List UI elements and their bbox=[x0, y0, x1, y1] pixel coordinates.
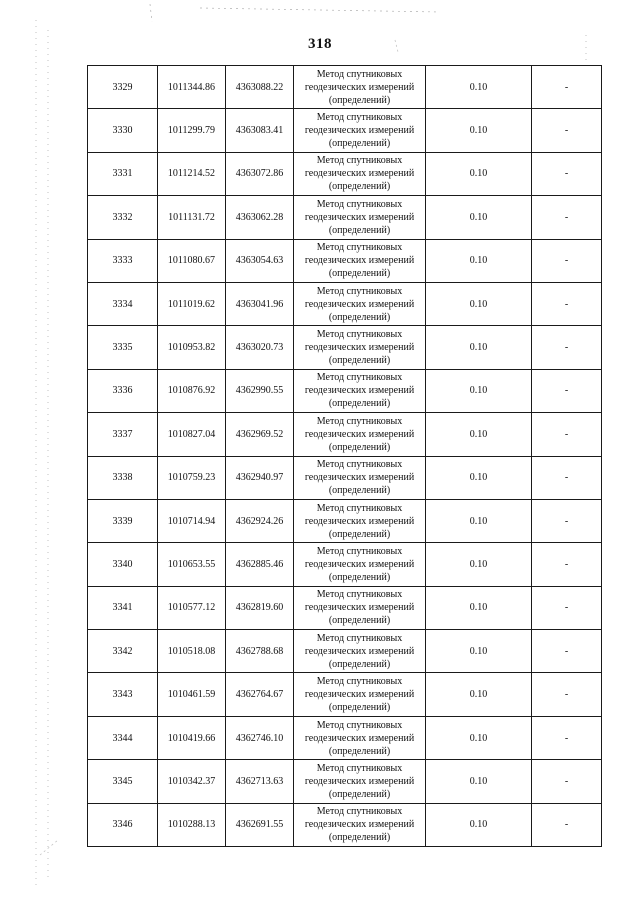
method-line: геодезических измерений bbox=[304, 775, 415, 787]
note-cell: - bbox=[532, 66, 602, 109]
method-line: Метод спутниковых bbox=[316, 589, 403, 601]
accuracy-cell: 0.10 bbox=[426, 196, 532, 239]
coordinates-table-body bbox=[88, 66, 602, 847]
accuracy-cell: 0.10 bbox=[426, 282, 532, 325]
accuracy-cell: 0.10 bbox=[426, 673, 532, 716]
method-line: геодезических измерений bbox=[304, 732, 415, 744]
y-coordinate-cell: 4362691.55 bbox=[226, 803, 294, 846]
table-row bbox=[88, 152, 602, 195]
method-cell bbox=[294, 152, 426, 195]
point-number-cell: 3331 bbox=[88, 152, 158, 195]
table-row bbox=[88, 413, 602, 456]
method-line: Метод спутниковых bbox=[316, 806, 403, 818]
note-cell: - bbox=[532, 239, 602, 282]
method-cell bbox=[294, 456, 426, 499]
method-line: (определений) bbox=[328, 398, 391, 410]
x-coordinate-cell: 1010827.04 bbox=[158, 413, 226, 456]
note-cell: - bbox=[532, 413, 602, 456]
method-line: Метод спутниковых bbox=[316, 545, 403, 557]
point-number-cell: 3339 bbox=[88, 499, 158, 542]
y-coordinate-cell: 4363041.96 bbox=[226, 282, 294, 325]
method-cell bbox=[294, 66, 426, 109]
note-cell: - bbox=[532, 369, 602, 412]
method-line: (определений) bbox=[328, 224, 391, 236]
method-line: (определений) bbox=[328, 702, 391, 714]
method-line: (определений) bbox=[328, 528, 391, 540]
y-coordinate-cell: 4362764.67 bbox=[226, 673, 294, 716]
y-coordinate-cell: 4362940.97 bbox=[226, 456, 294, 499]
point-number-cell: 3343 bbox=[88, 673, 158, 716]
accuracy-cell: 0.10 bbox=[426, 499, 532, 542]
method-cell bbox=[294, 499, 426, 542]
note-cell: - bbox=[532, 326, 602, 369]
method-cell bbox=[294, 413, 426, 456]
accuracy-cell: 0.10 bbox=[426, 239, 532, 282]
method-line: (определений) bbox=[328, 658, 391, 670]
y-coordinate-cell: 4362969.52 bbox=[226, 413, 294, 456]
point-number-cell: 3344 bbox=[88, 716, 158, 759]
method-line: Метод спутниковых bbox=[316, 372, 403, 384]
x-coordinate-cell: 1010518.08 bbox=[158, 630, 226, 673]
method-line: (определений) bbox=[328, 745, 391, 757]
y-coordinate-cell: 4363062.28 bbox=[226, 196, 294, 239]
method-line: Метод спутниковых bbox=[316, 632, 403, 644]
y-coordinate-cell: 4363083.41 bbox=[226, 109, 294, 152]
accuracy-cell: 0.10 bbox=[426, 326, 532, 369]
method-line: Метод спутниковых bbox=[316, 112, 403, 124]
accuracy-cell: 0.10 bbox=[426, 803, 532, 846]
point-number-cell: 3333 bbox=[88, 239, 158, 282]
accuracy-cell: 0.10 bbox=[426, 369, 532, 412]
method-line: геодезических измерений bbox=[304, 125, 415, 137]
method-line: геодезических измерений bbox=[304, 602, 415, 614]
method-line: геодезических измерений bbox=[304, 689, 415, 701]
method-line: геодезических измерений bbox=[304, 298, 415, 310]
y-coordinate-cell: 4362746.10 bbox=[226, 716, 294, 759]
method-line: Метод спутниковых bbox=[316, 285, 403, 297]
point-number-cell: 3335 bbox=[88, 326, 158, 369]
method-line: геодезических измерений bbox=[304, 342, 415, 354]
note-cell: - bbox=[532, 803, 602, 846]
method-line: (определений) bbox=[328, 311, 391, 323]
table-row bbox=[88, 716, 602, 759]
x-coordinate-cell: 1011344.86 bbox=[158, 66, 226, 109]
method-cell bbox=[294, 716, 426, 759]
table-row bbox=[88, 239, 602, 282]
x-coordinate-cell: 1010876.92 bbox=[158, 369, 226, 412]
accuracy-cell: 0.10 bbox=[426, 109, 532, 152]
note-cell: - bbox=[532, 456, 602, 499]
table-row bbox=[88, 456, 602, 499]
table-row bbox=[88, 109, 602, 152]
method-cell bbox=[294, 109, 426, 152]
method-line: (определений) bbox=[328, 268, 391, 280]
y-coordinate-cell: 4363020.73 bbox=[226, 326, 294, 369]
accuracy-cell: 0.10 bbox=[426, 716, 532, 759]
point-number-cell: 3334 bbox=[88, 282, 158, 325]
method-cell bbox=[294, 630, 426, 673]
y-coordinate-cell: 4362885.46 bbox=[226, 543, 294, 586]
method-line: геодезических измерений bbox=[304, 428, 415, 440]
y-coordinate-cell: 4362713.63 bbox=[226, 760, 294, 803]
point-number-cell: 3330 bbox=[88, 109, 158, 152]
y-coordinate-cell: 4363072.86 bbox=[226, 152, 294, 195]
method-cell bbox=[294, 239, 426, 282]
point-number-cell: 3342 bbox=[88, 630, 158, 673]
method-line: Метод спутниковых bbox=[316, 68, 403, 80]
accuracy-cell: 0.10 bbox=[426, 630, 532, 673]
method-cell bbox=[294, 543, 426, 586]
method-line: геодезических измерений bbox=[304, 255, 415, 267]
method-line: Метод спутниковых bbox=[316, 329, 403, 341]
note-cell: - bbox=[532, 196, 602, 239]
y-coordinate-cell: 4362819.60 bbox=[226, 586, 294, 629]
page-number: 318 bbox=[308, 36, 332, 52]
point-number-cell: 3345 bbox=[88, 760, 158, 803]
accuracy-cell: 0.10 bbox=[426, 66, 532, 109]
method-line: (определений) bbox=[328, 441, 391, 453]
method-cell bbox=[294, 196, 426, 239]
x-coordinate-cell: 1010653.55 bbox=[158, 543, 226, 586]
table-row bbox=[88, 369, 602, 412]
x-coordinate-cell: 1010577.12 bbox=[158, 586, 226, 629]
point-number-cell: 3337 bbox=[88, 413, 158, 456]
point-number-cell: 3336 bbox=[88, 369, 158, 412]
point-number-cell: 3338 bbox=[88, 456, 158, 499]
method-line: Метод спутниковых bbox=[316, 676, 403, 688]
x-coordinate-cell: 1011019.62 bbox=[158, 282, 226, 325]
method-line: (определений) bbox=[328, 832, 391, 844]
method-cell bbox=[294, 760, 426, 803]
x-coordinate-cell: 1011080.67 bbox=[158, 239, 226, 282]
method-line: геодезических измерений bbox=[304, 385, 415, 397]
note-cell: - bbox=[532, 282, 602, 325]
y-coordinate-cell: 4363054.63 bbox=[226, 239, 294, 282]
method-line: Метод спутниковых bbox=[316, 502, 403, 514]
accuracy-cell: 0.10 bbox=[426, 413, 532, 456]
method-line: (определений) bbox=[328, 355, 391, 367]
method-cell bbox=[294, 369, 426, 412]
method-line: (определений) bbox=[328, 615, 391, 627]
method-line: геодезических измерений bbox=[304, 211, 415, 223]
method-line: Метод спутниковых bbox=[316, 762, 403, 774]
method-cell bbox=[294, 586, 426, 629]
x-coordinate-cell: 1011214.52 bbox=[158, 152, 226, 195]
note-cell: - bbox=[532, 630, 602, 673]
method-line: геодезических измерений bbox=[304, 819, 415, 831]
method-line: (определений) bbox=[328, 485, 391, 497]
accuracy-cell: 0.10 bbox=[426, 543, 532, 586]
table-row bbox=[88, 326, 602, 369]
method-cell bbox=[294, 282, 426, 325]
method-line: геодезических измерений bbox=[304, 168, 415, 180]
method-line: (определений) bbox=[328, 138, 391, 150]
coordinates-table bbox=[87, 65, 602, 847]
x-coordinate-cell: 1011131.72 bbox=[158, 196, 226, 239]
x-coordinate-cell: 1010461.59 bbox=[158, 673, 226, 716]
accuracy-cell: 0.10 bbox=[426, 760, 532, 803]
note-cell: - bbox=[532, 760, 602, 803]
table-row bbox=[88, 282, 602, 325]
note-cell: - bbox=[532, 586, 602, 629]
x-coordinate-cell: 1010714.94 bbox=[158, 499, 226, 542]
method-cell bbox=[294, 326, 426, 369]
point-number-cell: 3341 bbox=[88, 586, 158, 629]
x-coordinate-cell: 1010953.82 bbox=[158, 326, 226, 369]
method-line: Метод спутниковых bbox=[316, 719, 403, 731]
point-number-cell: 3332 bbox=[88, 196, 158, 239]
table-row bbox=[88, 196, 602, 239]
table-row bbox=[88, 543, 602, 586]
point-number-cell: 3346 bbox=[88, 803, 158, 846]
y-coordinate-cell: 4362924.26 bbox=[226, 499, 294, 542]
method-line: геодезических измерений bbox=[304, 81, 415, 93]
note-cell: - bbox=[532, 152, 602, 195]
method-line: Метод спутниковых bbox=[316, 459, 403, 471]
method-cell bbox=[294, 673, 426, 716]
table-row bbox=[88, 630, 602, 673]
table-row bbox=[88, 803, 602, 846]
accuracy-cell: 0.10 bbox=[426, 152, 532, 195]
table-row bbox=[88, 66, 602, 109]
x-coordinate-cell: 1010342.37 bbox=[158, 760, 226, 803]
method-line: Метод спутниковых bbox=[316, 242, 403, 254]
method-line: геодезических измерений bbox=[304, 558, 415, 570]
method-line: геодезических измерений bbox=[304, 515, 415, 527]
method-line: (определений) bbox=[328, 181, 391, 193]
x-coordinate-cell: 1010759.23 bbox=[158, 456, 226, 499]
method-line: (определений) bbox=[328, 788, 391, 800]
method-line: (определений) bbox=[328, 94, 391, 106]
method-line: Метод спутниковых bbox=[316, 198, 403, 210]
table-row bbox=[88, 760, 602, 803]
method-line: геодезических измерений bbox=[304, 472, 415, 484]
y-coordinate-cell: 4362990.55 bbox=[226, 369, 294, 412]
x-coordinate-cell: 1011299.79 bbox=[158, 109, 226, 152]
x-coordinate-cell: 1010419.66 bbox=[158, 716, 226, 759]
table-row bbox=[88, 499, 602, 542]
table-row bbox=[88, 673, 602, 716]
x-coordinate-cell: 1010288.13 bbox=[158, 803, 226, 846]
method-cell bbox=[294, 803, 426, 846]
y-coordinate-cell: 4363088.22 bbox=[226, 66, 294, 109]
note-cell: - bbox=[532, 716, 602, 759]
note-cell: - bbox=[532, 499, 602, 542]
note-cell: - bbox=[532, 109, 602, 152]
y-coordinate-cell: 4362788.68 bbox=[226, 630, 294, 673]
table-row bbox=[88, 586, 602, 629]
point-number-cell: 3329 bbox=[88, 66, 158, 109]
point-number-cell: 3340 bbox=[88, 543, 158, 586]
accuracy-cell: 0.10 bbox=[426, 586, 532, 629]
note-cell: - bbox=[532, 673, 602, 716]
accuracy-cell: 0.10 bbox=[426, 456, 532, 499]
method-line: Метод спутниковых bbox=[316, 155, 403, 167]
method-line: (определений) bbox=[328, 571, 391, 583]
method-line: геодезических измерений bbox=[304, 645, 415, 657]
note-cell: - bbox=[532, 543, 602, 586]
method-line: Метод спутниковых bbox=[316, 415, 403, 427]
